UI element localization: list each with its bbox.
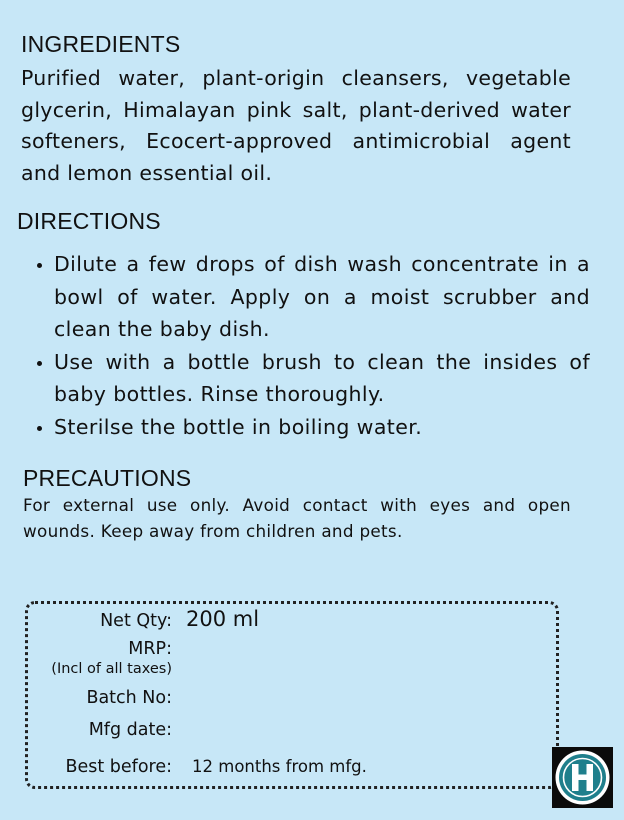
best-before-value: 12 months from mfg. <box>192 757 367 776</box>
mfg-date-label: Mfg date: <box>88 720 172 740</box>
directions-item: • Sterilse the bottle in boiling water. <box>54 411 590 444</box>
directions-item: • Dilute a few drops of dish wash concentrate in a bowl of water. Apply on a moist scrubber and clean the baby dish. <box>54 248 590 346</box>
best-before-label: Best before: <box>65 757 172 777</box>
net-qty-label: Net Qty: <box>100 611 172 631</box>
directions-heading: DIRECTIONS <box>17 208 161 234</box>
net-qty-value: 200 ml <box>186 607 260 631</box>
directions-list <box>30 248 590 443</box>
ingredients-heading: INGREDIENTS <box>21 31 181 57</box>
directions-item: • Use with a bottle brush to clean the insides of baby bottles. Rinse thoroughly. <box>54 346 590 411</box>
batch-no-label: Batch No: <box>86 688 172 708</box>
precautions-text: For external use only. Avoid contact with eyes and open wounds. Keep away from children and pets. <box>23 495 571 541</box>
h-monogram-logo-icon <box>552 747 613 808</box>
precautions-heading: PRECAUTIONS <box>23 465 192 491</box>
mrp-label: MRP: <box>128 639 172 659</box>
mrp-tax-note: (Incl of all taxes) <box>51 661 172 677</box>
ingredients-text: Purified water, plant-origin cleansers, vegetable glycerin, Himalayan pink salt, plant-derived water softeners, Ecocert-approved antimicrobial agent and lemon essential oil. <box>21 66 571 185</box>
